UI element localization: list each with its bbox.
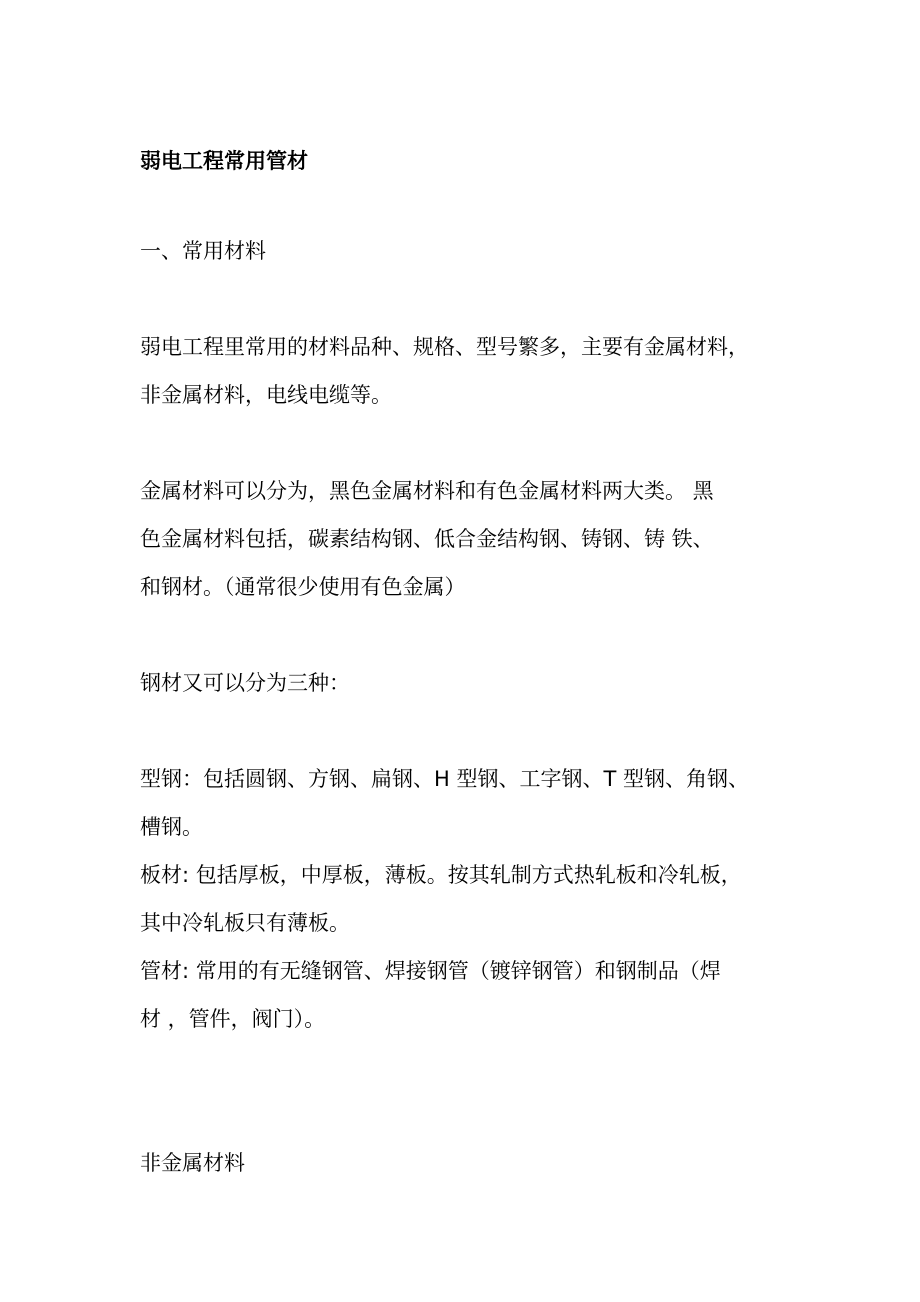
plate-section-line-2: 其中冷轧板只有薄板。: [140, 911, 350, 935]
steel-intro: 钢材又可以分为三种：: [140, 671, 350, 695]
metal-paragraph-line-2: 色金属材料包括，碳素结构钢、低合金结构钢、铸钢、铸 铁、: [140, 527, 714, 551]
plate-section-line-1: 板材: 包括厚板，中厚板，薄板。按其轧制方式热轧板和冷轧板，: [140, 863, 742, 887]
steel-section-line-2: 槽钢。: [140, 815, 203, 839]
pipe-section-line-1: 管材: 常用的有无缝钢管、焊接钢管（镀锌钢管）和钢制品（焊: [140, 959, 721, 983]
document-title: 弱电工程常用管材: [140, 149, 308, 173]
steel-section-line-1: 型钢：包括圆钢、方钢、扁钢、H 型钢、工字钢、T 型钢、角钢、: [140, 767, 749, 791]
metal-paragraph-line-1: 金属材料可以分为，黑色金属材料和有色金属材料两大类。 黑: [140, 479, 714, 503]
nonmetal-heading: 非金属材料: [140, 1151, 245, 1175]
intro-paragraph-line-1: 弱电工程里常用的材料品种、规格、型号繁多，主要有金属材料，: [140, 335, 749, 359]
metal-paragraph-line-3: 和钢材。（通常很少使用有色金属）: [140, 575, 466, 599]
intro-paragraph-line-2: 非金属材料，电线电缆等。: [140, 383, 392, 407]
pipe-section-line-2: 材 ，管件，阀门）。: [140, 1007, 326, 1031]
section-heading: 一、常用材料: [140, 239, 266, 263]
